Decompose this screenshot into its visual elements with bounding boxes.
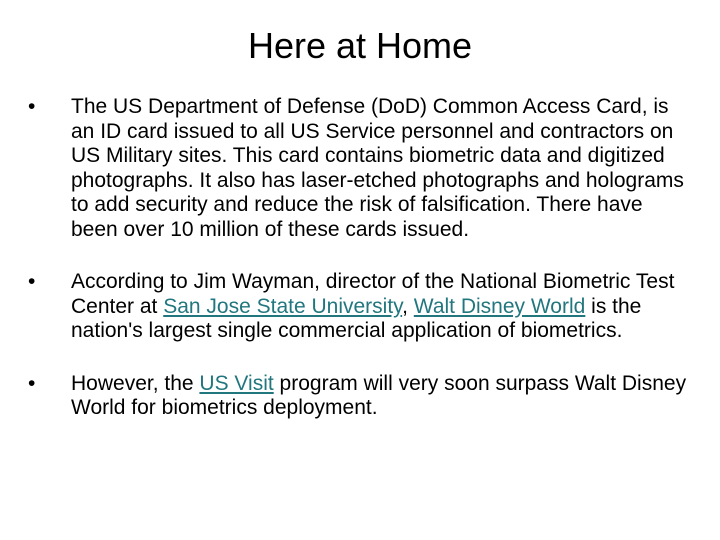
bullet-text: is the nation's largest single commercial application of biometrics. <box>71 294 642 342</box>
bullet-list <box>28 95 693 421</box>
bullet-icon: • <box>28 371 36 395</box>
link-san-jose-state-university[interactable]: San Jose State University <box>163 294 403 318</box>
link-walt-disney-world[interactable]: Walt Disney World <box>413 294 586 318</box>
link-us-visit[interactable]: US Visit <box>199 371 274 395</box>
bullet-item-us-visit <box>28 372 693 421</box>
bullet-item-dod-card <box>28 95 693 242</box>
bullet-icon: • <box>28 270 36 293</box>
slide-title: Here at Home <box>247 25 473 66</box>
bullet-text: , <box>402 294 414 318</box>
bullet-item-walt-disney <box>28 270 693 344</box>
bullet-icon: • <box>28 95 36 118</box>
bullet-text: However, the <box>71 371 200 395</box>
bullet-text: According to Jim Wayman, director of the National Biometric Test Center at <box>71 270 675 318</box>
bullet-text: The US Department of Defense (DoD) Common Access Card, is an ID card issued to all US Service personnel and contractors on US Military sites. This card contains biometric data and digitized photographs. It also has laser-etched photographs and holograms to add security and reduce the risk of falsification. There have been over 10 million of these cards issued. <box>71 95 684 241</box>
bullet-text: program will very soon surpass Walt Disney World for biometrics deployment. <box>71 371 687 419</box>
